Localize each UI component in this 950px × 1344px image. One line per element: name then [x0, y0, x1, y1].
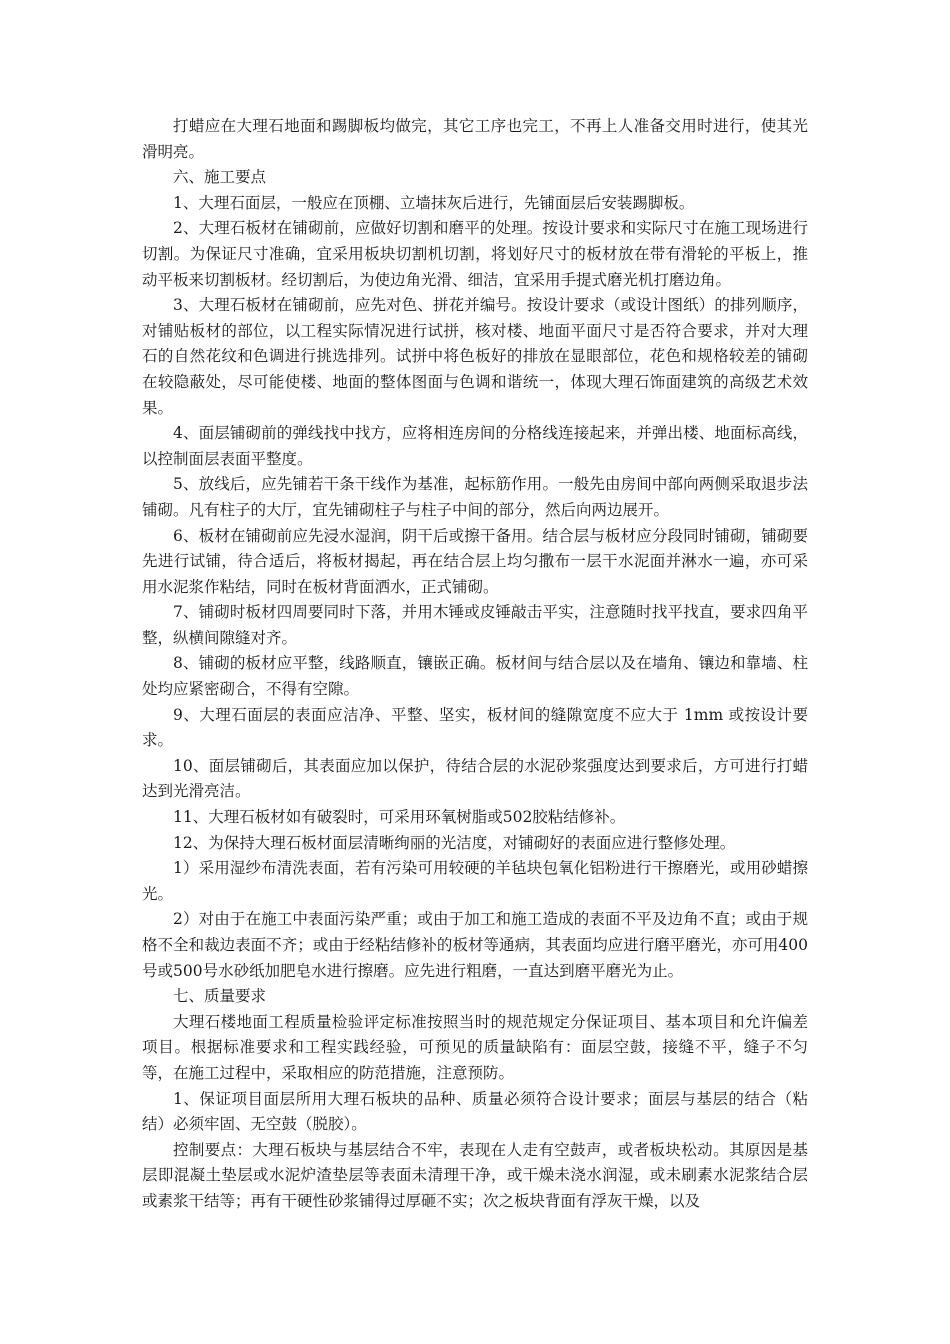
paragraph: 大理石楼地面工程质量检验评定标准按照当时的规范规定分保证项目、基本项目和允许偏差项目。根据标准要求和工程实践经验，可预见的质量缺陷有：面层空鼓，接缝不平，缝子不匀等，在施工过程中，采取相应的防范措施，注意预防。: [142, 1012, 808, 1082]
paragraph: 1、大理石面层，一般应在顶棚、立墙抹灰后进行，先铺面层后安装踢脚板。: [173, 193, 695, 212]
paragraph: 11、大理石板材如有破裂时，可采用环氧树脂或502胶粘结修补。: [173, 808, 626, 827]
document-body: [142, 114, 808, 1215]
paragraph: 6、板材在铺砌前应先浸水湿润，阴干后或擦干备用。结合层与板材应分段同时铺砌，铺砌要先进行试铺，待合适后，将板材揭起，再在结合层上均匀撒布一层干水泥面并淋水一遍，亦可采用水泥浆作粘结，同时在板材背面洒水，正式铺砌。: [142, 526, 808, 596]
paragraph: 5、放线后，应先铺若干条干线作为基准，起标筋作用。一般先由房间中部向两侧采取退步法铺砌。凡有柱子的大厅，宜先铺砌柱子与柱子中间的部分，然后向两边展开。: [142, 475, 808, 519]
paragraph: 7、铺砌时板材四周要同时下落，并用木锤或皮锤敲击平实，注意随时找平找直，要求四角平整，纵横间隙缝对齐。: [142, 603, 808, 647]
paragraph: 打蜡应在大理石地面和踢脚板均做完，其它工序也完工，不再上人准备交用时进行，使其光滑明亮。: [142, 117, 808, 161]
paragraph: 2、大理石板材在铺砌前，应做好切割和磨平的处理。按设计要求和实际尺寸在施工现场进行切割。为保证尺寸准确，宜采用板块切割机切割，将划好尺寸的板材放在带有滑轮的平板上，推动平板来切割板材。经切割后，为使边角光滑、细洁，宜采用手提式磨光机打磨边角。: [142, 219, 808, 289]
paragraph: 9、大理石面层的表面应洁净、平整、坚实，板材间的缝隙宽度不应大于 1mm 或按设计要求。: [142, 705, 808, 750]
section-heading: 七、质量要求: [173, 987, 267, 1006]
paragraph: 8、铺砌的板材应平整，线路顺直，镶嵌正确。板材间与结合层以及在墙角、镶边和靠墙、柱处均应紧密砌合，不得有空隙。: [142, 654, 808, 699]
paragraph: 2）对由于在施工中表面污染严重；或由于加工和施工造成的表面不平及边角不直；或由于规格不全和裁边表面不齐；或由于经粘结修补的板材等通病，其表面均应进行磨平磨光，亦可用400号或500号水砂纸加肥皂水进行擦磨。应先进行粗磨，一直达到磨平磨光为止。: [142, 910, 808, 980]
paragraph: 10、面层铺砌后，其表面应加以保护，待结合层的水泥砂浆强度达到要求后，方可进行打蜡达到光滑亮洁。: [142, 756, 808, 801]
paragraph: 12、为保持大理石板材面层清晰绚丽的光洁度，对铺砌好的表面应进行整修处理。: [173, 833, 736, 852]
paragraph: 1）采用湿纱布清洗表面，若有污染可用较硬的羊毡块包氧化铝粉进行干擦磨光，或用砂蜡擦光。: [142, 859, 808, 903]
paragraph: 控制要点：大理石板块与基层结合不牢，表现在人走有空鼓声，或者板块松动。其原因是基层即混凝土垫层或水泥炉渣垫层等表面未清理干净，或干燥未浇水润湿，或未刷素水泥浆结合层或素浆干结等；再有干硬性砂浆铺得过厚砸不实；次之板块背面有浮灰干燥，以及: [142, 1140, 808, 1210]
paragraph: 4、面层铺砌前的弹线找中找方，应将相连房间的分格线连接起来，并弹出楼、地面标高线，以控制面层表面平整度。: [142, 424, 808, 468]
paragraph: 3、大理石板材在铺砌前，应先对色、拼花并编号。按设计要求（或设计图纸）的排列顺序，对铺贴板材的部位，以工程实际情况进行试拼，核对楼、地面平面尺寸是否符合要求，并对大理石的自然花纹和色调进行挑选排列。试拼中将色板好的排放在显眼部位，花色和规格较差的铺砌在较隐蔽处，尽可能使楼、地面的整体图面与色调和谐统一，体现大理石饰面建筑的高级艺术效果。: [142, 296, 808, 417]
paragraph: 1、保证项目面层所用大理石板块的品种、质量必须符合设计要求；面层与基层的结合（粘结）必须牢固、无空鼓（脱胶）。: [142, 1089, 808, 1134]
section-heading: 六、施工要点: [173, 168, 267, 187]
